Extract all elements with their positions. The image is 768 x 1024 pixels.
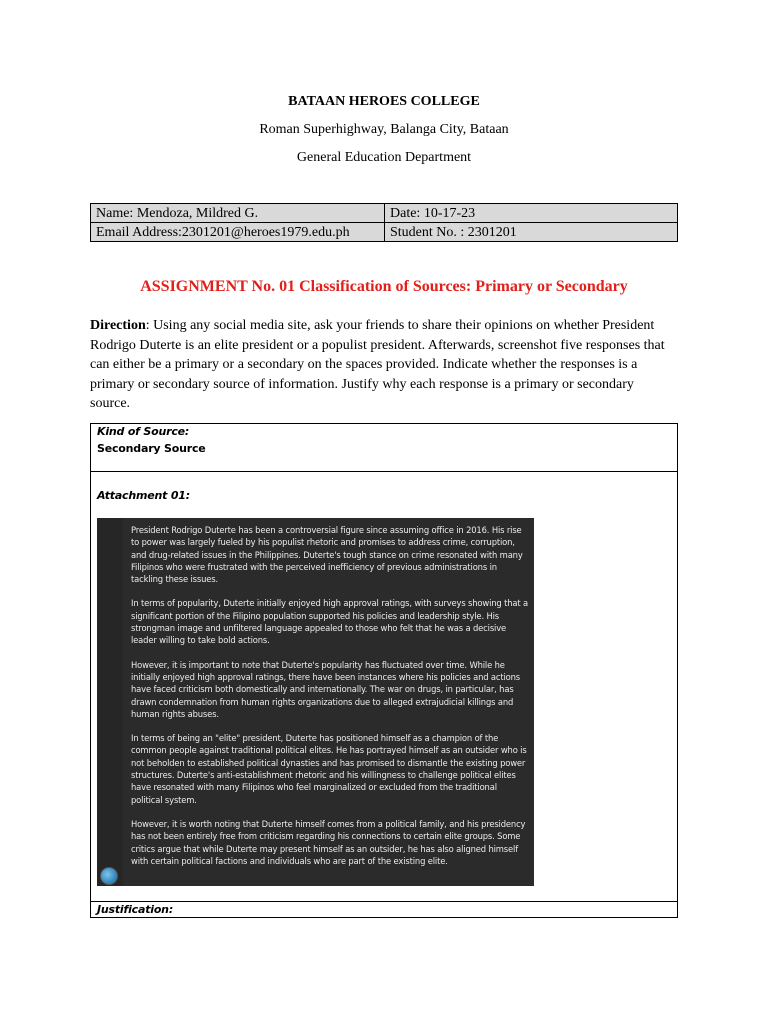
screenshot-paragraph: However, it is important to note that Duterte's popularity has fluctuated over time. While he initially enjoyed high approval ratings, there have been instances where his policies and actions have faced criticism both domestically and internationally. The war on drugs, in particular, has drawn condemnation from human rights organizations due to alleged extrajudicial killings and human rights abuses. [131, 659, 521, 719]
student-name: Name: Mendoza, Mildred G. [91, 204, 385, 223]
student-email: Email Address:2301201@heroes1979.edu.ph [91, 223, 385, 242]
department-name: General Education Department [296, 150, 472, 165]
attachment-label: Attachment 01: [97, 489, 190, 502]
screenshot-text [131, 524, 529, 879]
direction-paragraph [90, 316, 670, 414]
attachment-screenshot [97, 518, 534, 886]
direction-label: Direction [90, 318, 146, 333]
submission-date: Date: 10-17-23 [385, 204, 678, 223]
college-name: BATAAN HEROES COLLEGE [288, 94, 480, 109]
assignment-title: ASSIGNMENT No. 01 Classification of Sources: Primary or Secondary [140, 278, 628, 295]
direction-text: : Using any social media site, ask your friends to share their opinions on whether President Rodrigo Duterte is an elite president or a populist president. Afterwards, screenshot five responses that can either be a primary or a secondary on the spaces provided. Indicate whether the responses is a primary or secondary source of information. Justify why each response is a primary or secondary source. [90, 318, 665, 411]
student-number: Student No. : 2301201 [385, 223, 678, 242]
college-address: Roman Superhighway, Balanga City, Bataan [259, 122, 509, 137]
justification-label: Justification: [97, 903, 174, 916]
kind-of-source-cell [91, 424, 677, 472]
globe-avatar-icon [100, 867, 118, 885]
screenshot-paragraph: In terms of popularity, Duterte initially enjoyed high approval ratings, with surveys showing that a significant portion of the Filipino population supported his policies and leadership style. His strongman image and unfiltered language appealed to those who felt that he was a decisive leader willing to take bold actions. [131, 598, 528, 646]
info-row-1 [91, 204, 678, 223]
screenshot-paragraph: President Rodrigo Duterte has been a controversial figure since assuming office in 2016. His rise to power was largely fueled by his populist rhetoric and promises to address crime, corruption, and drug-related issues in the Philippines. Duterte's tough stance on crime resonated with many Filipinos who were frustrated with the perceived inefficiency of previous administrations in tackling these issues. [131, 525, 523, 585]
kind-of-source-value: Secondary Source [97, 442, 206, 455]
kind-of-source-label: Kind of Source: [97, 425, 190, 438]
screenshot-sidebar [97, 518, 123, 886]
student-info-table [90, 203, 678, 242]
screenshot-paragraph: However, it is worth noting that Duterte himself comes from a political family, and his presidency has not been entirely free from criticism regarding his connections to certain elite groups. Some critics argue that while Duterte may present himself as an outsider, he has also aligned himself with certain political factions and individuals who are part of the existing elite. [131, 818, 526, 866]
info-row-2 [91, 223, 678, 242]
screenshot-paragraph: In terms of being an "elite" president, Duterte has positioned himself as a champion of the common people against traditional political elites. He has portrayed himself as an outsider who is not beholden to established political dynasties and has promised to dismantle the existing power structures. Duterte's anti-establishment rhetoric and his willingness to challenge political elites have resonated with many Filipinos who feel marginalized or excluded from the traditional political system. [131, 733, 527, 805]
